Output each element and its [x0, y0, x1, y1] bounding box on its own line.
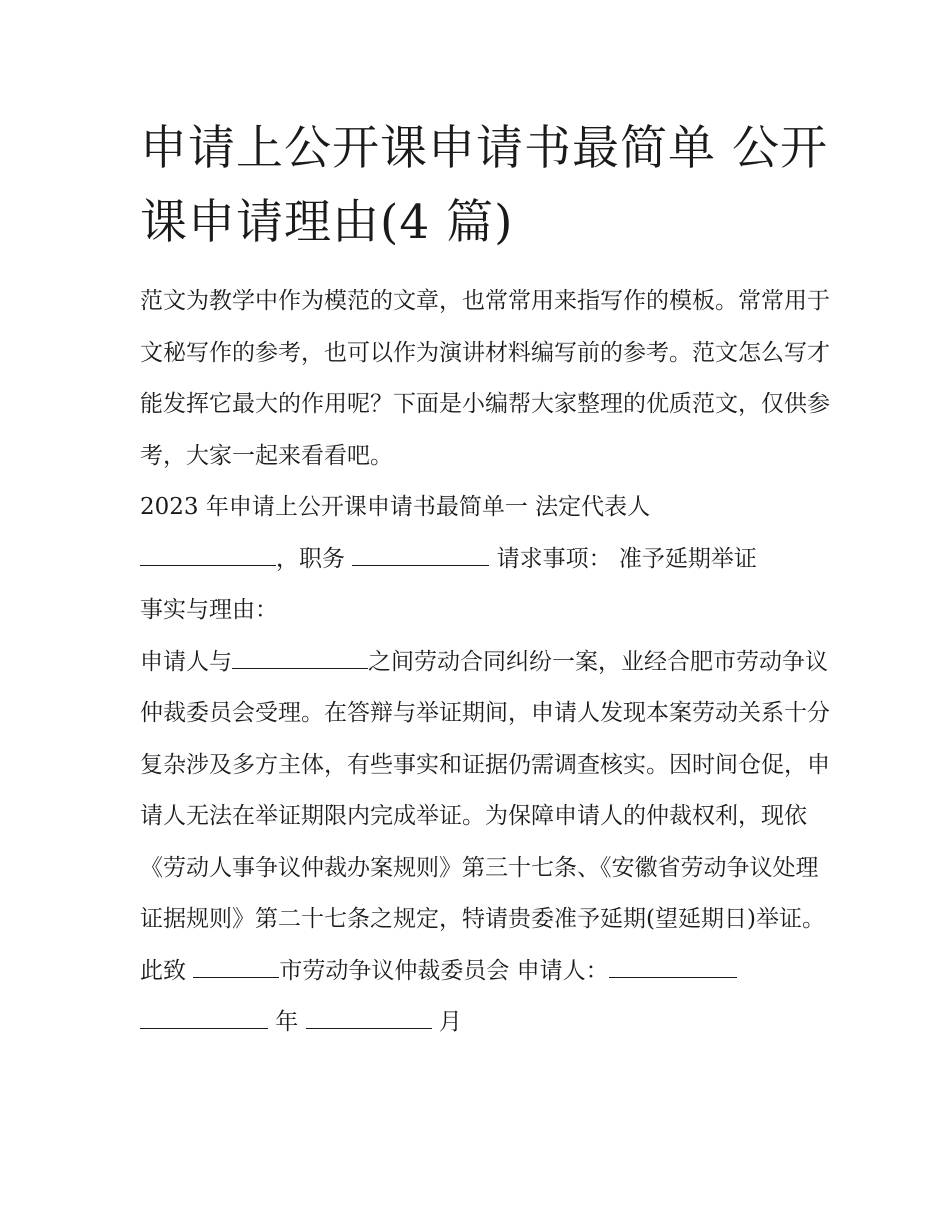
closing-year: 年 [268, 1009, 306, 1035]
facts-lead: 申请人与 [140, 648, 232, 675]
section-heading: 2023 年申请上公开课申请书最简单一 法定代表人 [140, 494, 651, 520]
facts-heading: 事实与理由： [140, 597, 278, 623]
blank-line [306, 1008, 432, 1029]
blank-line [609, 957, 737, 978]
blank-line [140, 1008, 268, 1029]
blank-line [140, 545, 276, 566]
blank-line [193, 957, 279, 978]
blank-line [352, 545, 489, 566]
request-label: 请求事项： 准予延期举证 [489, 545, 757, 572]
document-title: 申请上公开课申请书最简单 公开课申请理由(4 篇) [140, 121, 828, 250]
intro-paragraph: 范文为教学中作为模范的文章，也常常用来指写作的模板。常常用于文秘写作的参考，也可以作为演讲材料编写前的参考。范文怎么写才能发挥它最大的作用呢？下面是小编帮大家整理的优质范文，仅供参考，大家一起来看看吧。 [140, 288, 830, 469]
facts-paragraph [140, 637, 830, 946]
duty-label: ，职务 [276, 545, 353, 572]
closing-month: 月 [431, 1009, 462, 1035]
duty-line [140, 534, 830, 586]
document-body [140, 276, 830, 1049]
blank-line [232, 648, 368, 669]
closing-to: 此致 [140, 957, 194, 984]
closing-line [140, 946, 830, 1049]
facts-text: 之间劳动合同纠纷一案，业经合肥市劳动争议仲裁委员会受理。在答辩与举证期间，申请人发现本案劳动关系十分复杂涉及多方主体，有些事实和证据仍需调查核实。因时间仓促，申请人无法在举证期限内完成举证。为保障申请人的仲裁权利，现依《劳动人事争议仲裁办案规则》第三十七条、《安徽省劳动争议处理证据规则》第二十七条之规定，特请贵委准予延期(望延期日)举证。 [140, 648, 830, 932]
closing-committee: 市劳动争议仲裁委员会 申请人： [279, 957, 609, 984]
